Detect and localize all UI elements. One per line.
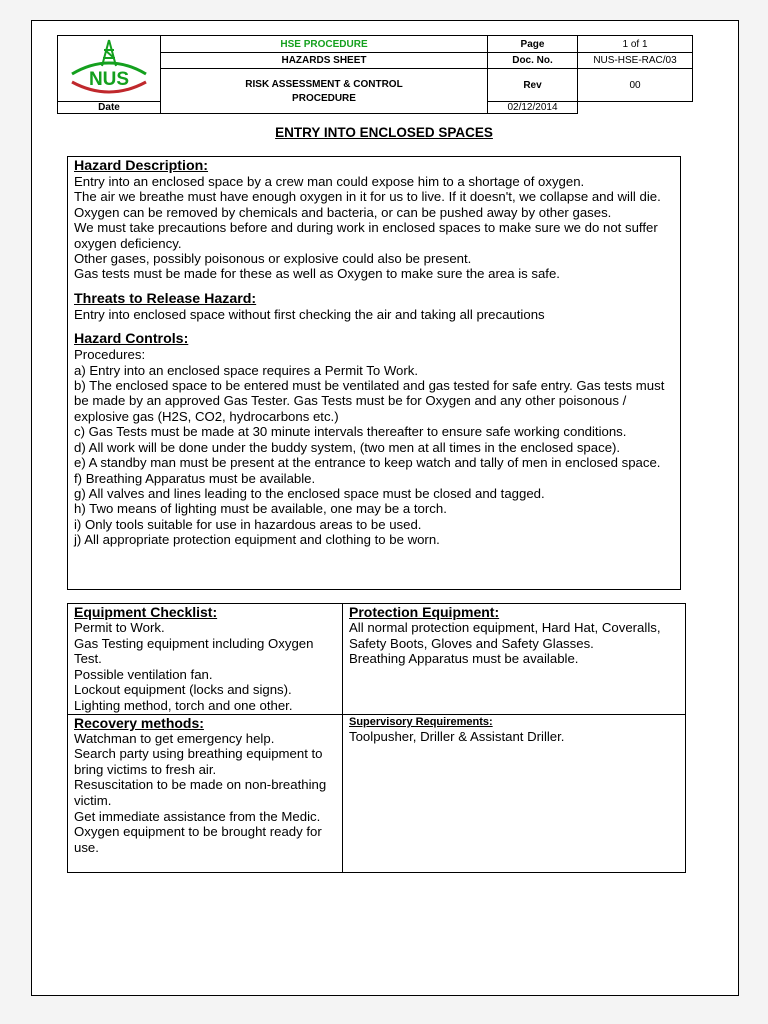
protection-equipment-cell <box>343 604 686 715</box>
supervisory-cell <box>343 714 686 872</box>
procedure-label: HSE PROCEDURE <box>161 36 488 53</box>
equipment-checklist-cell <box>68 604 343 715</box>
hazard-line: Entry into an enclosed space by a crew man could expose him to a shortage of oxygen. <box>74 174 585 189</box>
logo-text: NUS <box>88 69 130 90</box>
recovery-item: Get immediate assistance from the Medic. <box>74 808 321 824</box>
protection-heading: Protection Equipment: <box>349 604 500 620</box>
hazard-line: The air we breathe must have enough oxygen in it for us to live. If it doesn't, we collapse and will die. <box>74 189 661 205</box>
procedure-title-line2: PROCEDURE <box>292 92 356 104</box>
threats-heading: Threats to Release Hazard: <box>74 290 257 307</box>
date-value: 02/12/2014 <box>488 102 578 114</box>
protection-item: All normal protection equipment, Hard Hat, Coveralls, Safety Boots, Gloves and Safety Glasses. <box>349 620 661 651</box>
supervisory-heading: Supervisory Requirements: <box>349 715 493 728</box>
control-item: d) All work will be done under the buddy system, (two men at all times in the enclosed space). <box>74 439 621 455</box>
procedure-title-line1: RISK ASSESSMENT & CONTROL <box>245 78 403 90</box>
recovery-item: Search party using breathing equipment to bring victims to fresh air. <box>74 746 323 777</box>
rev-label: Rev <box>488 69 578 102</box>
document-title: ENTRY INTO ENCLOSED SPACES <box>275 125 493 140</box>
controls-intro: Procedures: <box>74 347 146 363</box>
rev-value: 00 <box>578 69 693 102</box>
control-item: a) Entry into an enclosed space requires a Permit To Work. <box>74 362 419 378</box>
protection-item: Breathing Apparatus must be available. <box>349 651 579 667</box>
control-item: g) All valves and lines leading to the enclosed space must be closed and tagged. <box>74 485 545 501</box>
doc-no-value: NUS-HSE-RAC/03 <box>578 53 693 69</box>
control-item: c) Gas Tests must be made at 30 minute intervals thereafter to ensure safe working conditions. <box>74 424 627 440</box>
threats-text: Entry into enclosed space without first checking the air and taking all precautions <box>74 306 545 322</box>
control-item: e) A standby man must be present at the entrance to keep watch and tally of men in enclosed space. <box>74 455 661 471</box>
hazard-line: Other gases, possibly poisonous or explosive could also be present. <box>74 251 472 267</box>
recovery-item: Watchman to get emergency help. <box>74 730 275 746</box>
control-item: b) The enclosed space to be entered must be ventilated and gas tested for safe entry. Gas tests must be made by an approved Gas Tester. Gas Tests must be for Oxygen and any other poisonous / explosive gas (H2S, CO2, hydrocarbons etc.) <box>74 378 665 424</box>
equipment-grid <box>67 603 686 873</box>
procedure-title <box>161 69 488 114</box>
page-value: 1 of 1 <box>578 36 693 53</box>
equipment-item: Permit to Work. <box>74 620 165 635</box>
recovery-heading: Recovery methods: <box>74 714 204 731</box>
company-logo <box>58 36 161 102</box>
page-label: Page <box>488 36 578 53</box>
equipment-item: Lighting method, torch and one other. <box>74 697 293 713</box>
hazard-description-heading: Hazard Description: <box>74 158 209 174</box>
hazard-line: Oxygen can be removed by chemicals and bacteria, or can be pushed away by other gases. <box>74 204 612 220</box>
oil-rig-logo-icon <box>64 38 154 96</box>
recovery-item: Resuscitation to be made on non-breathing victim. <box>74 777 327 808</box>
control-item: h) Two means of lighting must be available, one may be a torch. <box>74 501 447 517</box>
doc-no-label: Doc. No. <box>488 53 578 69</box>
supervisory-text: Toolpusher, Driller & Assistant Driller. <box>349 728 565 744</box>
equipment-item: Possible ventilation fan. <box>74 666 213 682</box>
controls-heading: Hazard Controls: <box>74 331 189 348</box>
date-label: Date <box>58 102 161 114</box>
document-header <box>57 35 693 114</box>
hazard-box <box>67 156 681 590</box>
equipment-item: Lockout equipment (locks and signs). <box>74 682 292 698</box>
recovery-item: Oxygen equipment to be brought ready for use. <box>74 824 322 855</box>
equipment-item: Gas Testing equipment including Oxygen Test. <box>74 635 314 667</box>
hazard-line: Gas tests must be made for these as well as Oxygen to make sure the area is safe. <box>74 266 560 282</box>
hazard-line: We must take precautions before and during work in enclosed spaces to make sure we do not suffer oxygen deficiency. <box>74 220 658 251</box>
control-item: f) Breathing Apparatus must be available. <box>74 470 316 486</box>
equipment-heading: Equipment Checklist: <box>74 604 218 620</box>
control-item: i) Only tools suitable for use in hazardous areas to be used. <box>74 516 422 532</box>
recovery-methods-cell <box>68 714 343 872</box>
sheet-label: HAZARDS SHEET <box>161 53 488 69</box>
control-item: j) All appropriate protection equipment and clothing to be worn. <box>74 532 440 548</box>
